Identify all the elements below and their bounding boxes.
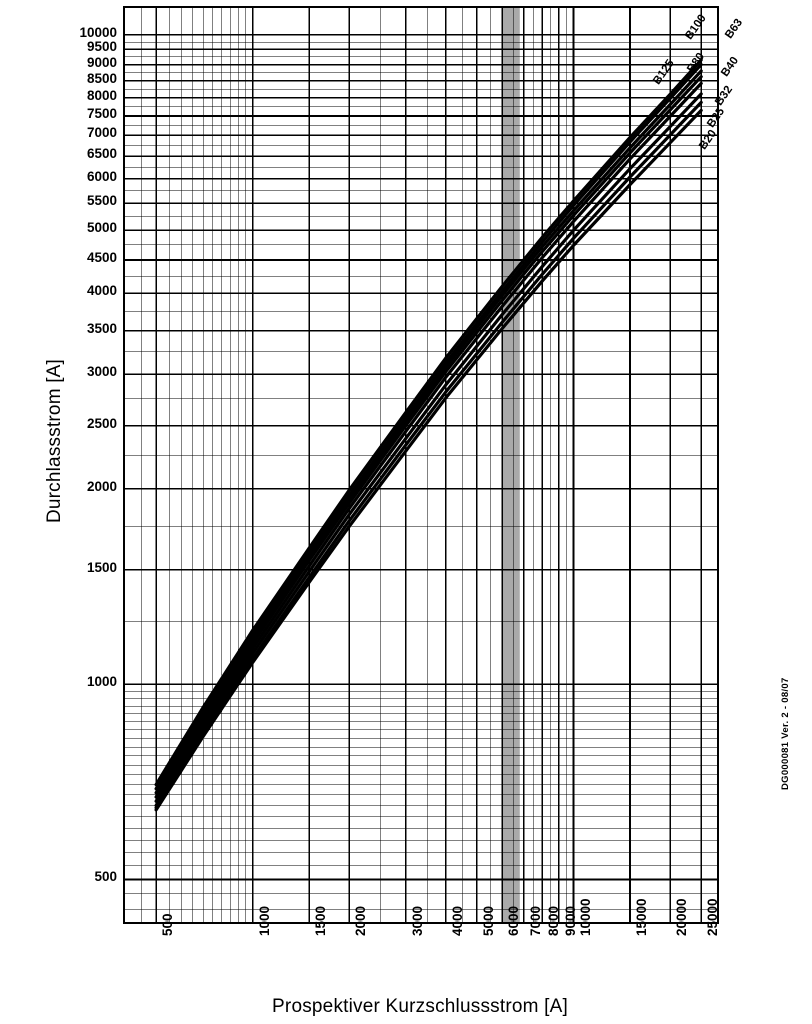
curve-label-b63: B63 [723,16,746,41]
curve-label-b80: B80 [685,50,708,75]
y-tick-label: 1000 [86,674,117,690]
plot-area [123,6,719,924]
curve-label-b125: B125 [651,57,677,88]
curve-label-b25: B25 [705,106,728,131]
x-tick-label: 15000 [634,898,650,936]
x-axis-title: Prospektiver Kurzschlussstrom [A] [272,996,568,1017]
x-tick-label: 20000 [674,898,690,936]
x-tick-label: 1500 [313,905,329,936]
y-tick-label: 2000 [86,478,117,494]
y-tick-label: 9000 [86,54,117,70]
x-tick-label: 3000 [409,905,425,936]
x-tick-label: 2000 [353,905,369,936]
y-tick-label: 6000 [86,168,117,184]
y-tick-label: 6500 [86,146,117,162]
y-tick-label: 1500 [86,559,117,575]
x-tick-label: 500 [160,913,176,936]
x-tick-label: 5000 [480,905,496,936]
curve-label-b40: B40 [719,54,742,79]
y-tick-label: 8500 [86,70,117,86]
y-tick-label: 4500 [86,249,117,265]
y-tick-label: 500 [94,869,117,885]
y-tick-label: 5500 [86,193,117,209]
y-axis-title: Durchlassstrom [A] [44,358,65,524]
x-tick-label: 1000 [256,905,272,936]
y-tick-label: 4000 [86,283,117,299]
y-tick-label: 7000 [86,125,117,141]
x-tick-label: 4000 [449,905,465,936]
y-tick-label: 5000 [86,220,117,236]
x-tick-label: 10000 [577,898,593,936]
curve-label-b32: B32 [713,83,736,108]
x-tick-label: 6000 [506,905,522,936]
x-tick-label: 9000 [562,905,578,936]
y-tick-label: 2500 [86,415,117,431]
y-tick-label: 9500 [86,39,117,55]
x-tick-label: 7000 [527,905,543,936]
y-tick-label: 8000 [86,87,117,103]
curve-label-b20: B20 [697,128,720,153]
x-tick-label: 25000 [705,898,721,936]
curve-label-b100: B100 [683,12,709,42]
y-tick-label: 3000 [86,364,117,380]
x-tick-label: 8000 [546,905,562,936]
y-tick-label: 7500 [86,105,117,121]
y-tick-label: 3500 [86,320,117,336]
document-code: DG000081 Ver. 2 - 08/07 [780,677,791,790]
y-tick-label: 10000 [79,24,117,40]
